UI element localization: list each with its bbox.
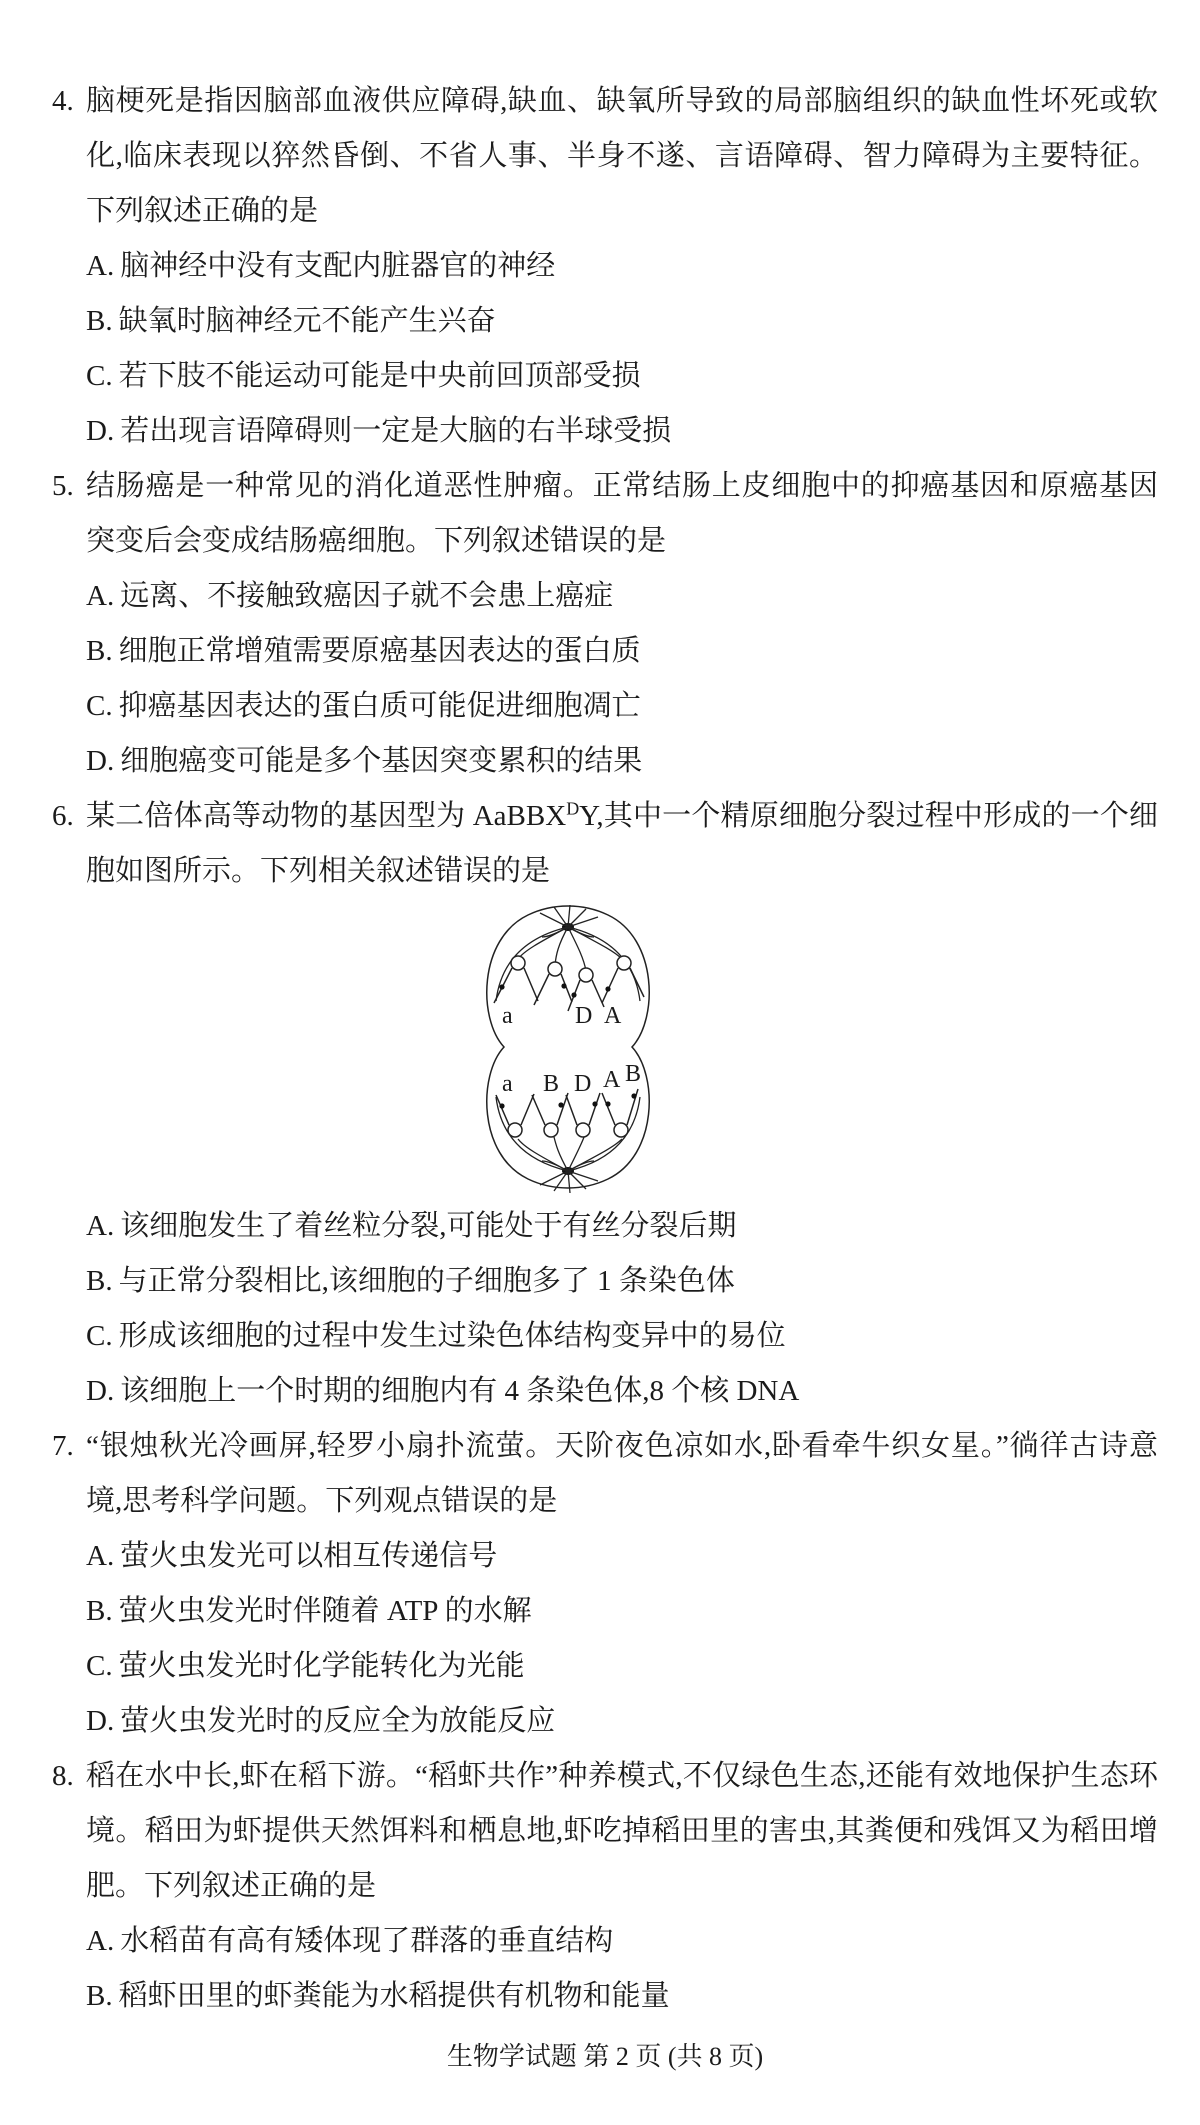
option-row: [86, 624, 1158, 679]
question-number: 5.: [52, 470, 74, 502]
cell-membrane-outline: [487, 906, 649, 1188]
option-text: 脑神经中没有支配内脏器官的神经: [120, 250, 556, 282]
option-row: [86, 569, 1158, 624]
option-text: 远离、不接触致癌因子就不会患上癌症: [120, 580, 614, 612]
option-row: [86, 1639, 1158, 1694]
question-number: 7.: [52, 1430, 74, 1462]
chromosome: [566, 1095, 577, 1125]
question-4: [52, 74, 1158, 459]
option-text: 萤火虫发光时伴随着 ATP 的水解: [118, 1595, 532, 1627]
option-label: B.: [86, 1980, 113, 2012]
question-stem: [86, 789, 1158, 899]
question-number: 6.: [52, 800, 74, 832]
question-stem: 结肠癌是一种常见的消化道恶性肿瘤。正常结肠上皮细胞中的抑癌基因和原癌基因突变后会变成结肠癌细胞。下列叙述错误的是: [86, 470, 1158, 557]
option-row: [86, 1364, 1158, 1419]
option-label: A.: [86, 1925, 115, 1957]
option-row: [86, 1694, 1158, 1749]
question-8: [52, 1749, 1158, 2024]
option-row: [86, 239, 1158, 294]
option-row: [86, 1309, 1158, 1364]
top-chromosomes: [494, 956, 644, 1011]
cell-division-figure: [86, 899, 1158, 1199]
option-label: A.: [86, 580, 115, 612]
stem-part: Y,其中一个精原细胞分裂过程中形成的一个细胞如图所示。下列相关叙述错误的是: [86, 800, 1158, 887]
option-label: B.: [86, 635, 113, 667]
option-row: [86, 1529, 1158, 1584]
option-row: [86, 349, 1158, 404]
centromere: [576, 1123, 590, 1137]
gene-label: B: [543, 1071, 560, 1097]
cell-division-diagram: [458, 899, 678, 1199]
option-text: 形成该细胞的过程中发生过染色体结构变异中的易位: [118, 1320, 786, 1352]
question-7: [52, 1419, 1158, 1749]
option-text: 萤火虫发光可以相互传递信号: [120, 1540, 498, 1572]
gene-label: D: [574, 1071, 592, 1097]
centromere: [579, 968, 593, 982]
bottom-chromosomes: [496, 1089, 638, 1137]
question-stem: 脑梗死是指因脑部血液供应障碍,缺血、缺氧所导致的局部脑组织的缺血性坏死或软化,临床表现以猝然昏倒、不省人事、半身不遂、言语障碍、智力障碍为主要特征。下列叙述正确的是: [86, 85, 1158, 227]
centromere: [548, 962, 562, 976]
question-stem: 稻在水中长,虾在稻下游。“稻虾共作”种养模式,不仅绿色生态,还能有效地保护生态环境。稻田为虾提供天然饵料和栖息地,虾吃掉稻田里的害虫,其粪便和残饵又为稻田增肥。下列叙述正确的是: [86, 1760, 1158, 1902]
chromosome: [534, 974, 549, 1005]
centromere: [617, 956, 631, 970]
option-text: 若下肢不能运动可能是中央前回顶部受损: [118, 360, 641, 392]
option-text: 该细胞发生了着丝粒分裂,可能处于有丝分裂后期: [120, 1210, 737, 1242]
option-text: 细胞正常增殖需要原癌基因表达的蛋白质: [118, 635, 641, 667]
option-text: 抑癌基因表达的蛋白质可能促进细胞凋亡: [118, 690, 641, 722]
option-row: [86, 1254, 1158, 1309]
gene-label: A: [604, 1003, 622, 1029]
option-row: [86, 1914, 1158, 1969]
centromere: [544, 1123, 558, 1137]
question-number: 8.: [52, 1760, 74, 1792]
gene-label: A: [603, 1067, 621, 1093]
option-label: A.: [86, 250, 115, 282]
question-number: 4.: [52, 85, 74, 117]
option-text: 水稻苗有高有矮体现了群落的垂直结构: [120, 1925, 614, 1957]
top-spindle-aster-icon: [496, 905, 640, 1001]
option-label: B.: [86, 1595, 113, 1627]
gene-label: a: [502, 1071, 513, 1097]
option-row: [86, 734, 1158, 789]
chromosome: [602, 968, 618, 1003]
option-row: [86, 679, 1158, 734]
option-text: 若出现言语障碍则一定是大脑的右半球受损: [120, 415, 672, 447]
question-5: [52, 459, 1158, 789]
option-text: 细胞癌变可能是多个基因突变累积的结果: [120, 745, 643, 777]
option-label: B.: [86, 1265, 113, 1297]
option-label: C.: [86, 690, 113, 722]
chromosome: [532, 1095, 545, 1125]
option-text: 萤火虫发光时的反应全为放能反应: [120, 1705, 556, 1737]
option-row: [86, 1584, 1158, 1639]
stem-part: 某二倍体高等动物的基因型为 AaBBX: [86, 800, 567, 832]
gene-label: B: [625, 1061, 642, 1087]
bottom-spindle-aster-icon: [496, 1097, 640, 1193]
question-stem: “银烛秋光冷画屏,轻罗小扇扑流萤。天阶夜色凉如水,卧看牵牛织女星。”徜徉古诗意境,思考科学问题。下列观点错误的是: [86, 1430, 1158, 1517]
option-text: 萤火虫发光时化学能转化为光能: [118, 1650, 525, 1682]
option-label: D.: [86, 1375, 115, 1407]
gene-label: D: [575, 1003, 593, 1029]
question-6: [52, 789, 1158, 1419]
genotype-superscript: D: [566, 798, 580, 819]
option-label: D.: [86, 1705, 115, 1737]
option-text: 缺氧时脑神经元不能产生兴奋: [118, 305, 496, 337]
option-row: [86, 1969, 1158, 2024]
option-label: D.: [86, 415, 115, 447]
gene-label: a: [502, 1003, 513, 1029]
option-label: C.: [86, 1650, 113, 1682]
option-label: D.: [86, 745, 115, 777]
option-label: B.: [86, 305, 113, 337]
option-text: 稻虾田里的虾粪能为水稻提供有机物和能量: [118, 1980, 670, 2012]
chromosome: [602, 1093, 615, 1125]
option-label: A.: [86, 1540, 115, 1572]
option-text: 该细胞上一个时期的细胞内有 4 条染色体,8 个核 DNA: [120, 1375, 800, 1407]
centromere: [511, 956, 525, 970]
option-label: A.: [86, 1210, 115, 1242]
option-row: [86, 294, 1158, 349]
option-row: [86, 404, 1158, 459]
option-row: [86, 1199, 1158, 1254]
option-label: C.: [86, 1320, 113, 1352]
option-text: 与正常分裂相比,该细胞的子细胞多了 1 条染色体: [118, 1265, 735, 1297]
page-footer: 生物学试题 第 2 页 (共 8 页): [446, 2042, 764, 2071]
option-label: C.: [86, 360, 113, 392]
